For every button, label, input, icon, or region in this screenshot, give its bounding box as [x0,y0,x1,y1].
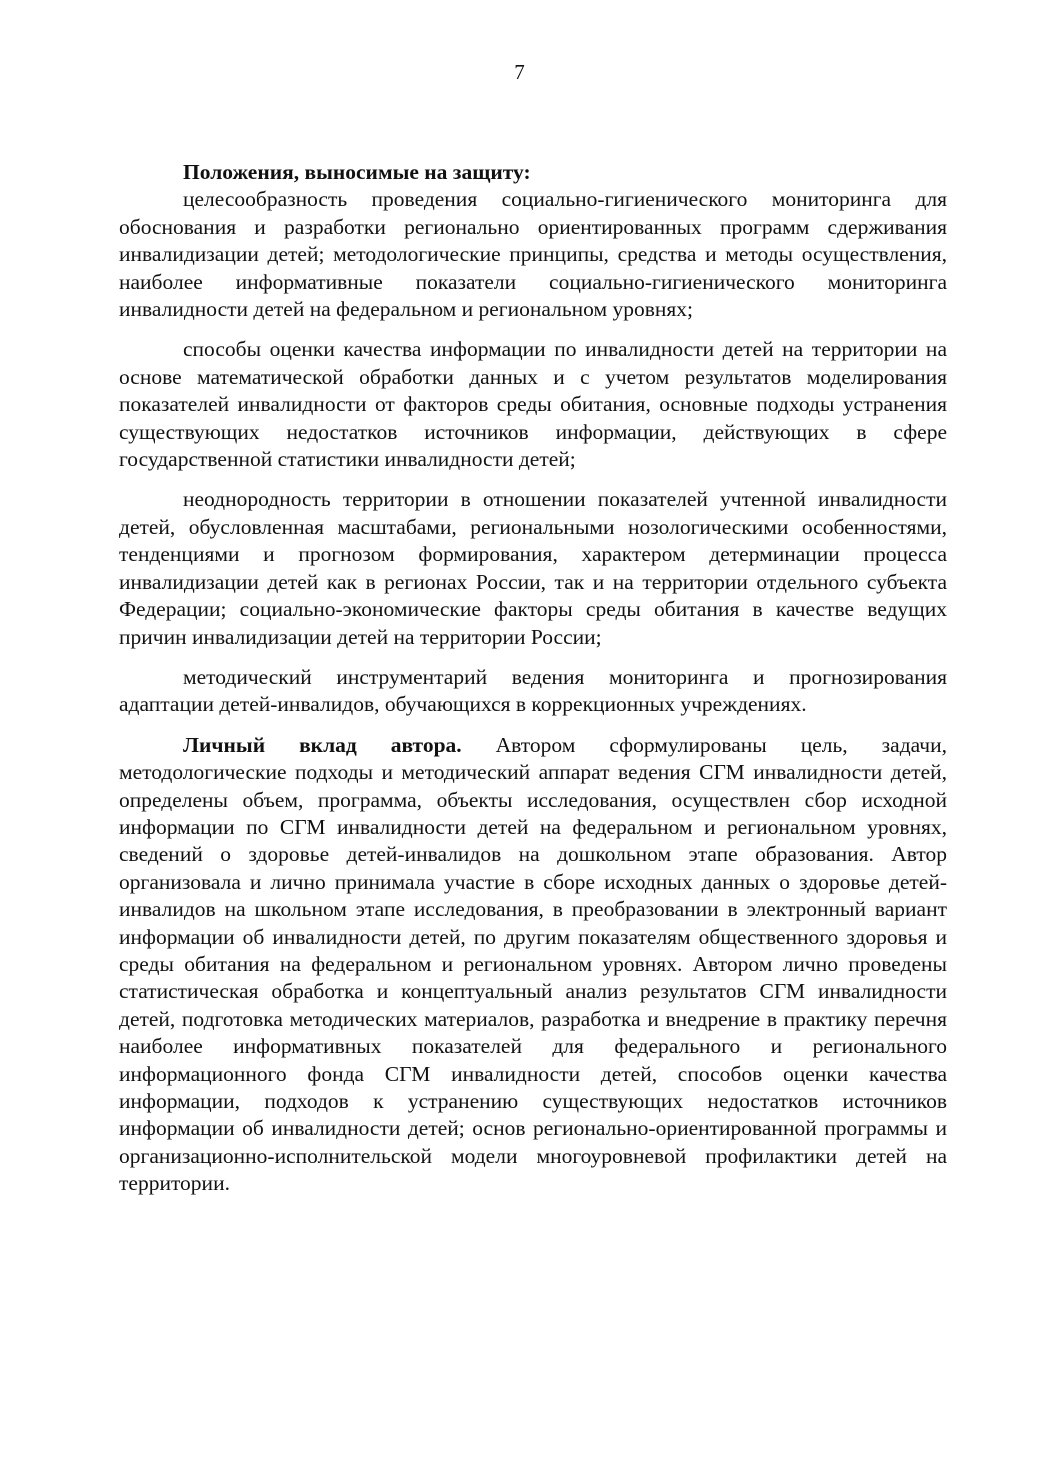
contribution-text: Автором сформулированы цель, задачи, методологические подходы и методический аппарат ведения СГМ инвалидности детей, определены объем, программа, объекты исследования, осуществлен сбор исходной информации по СГМ инвалидности детей на федеральном и региональном уровнях, сведений о здоровье детей-инвалидов на дошкольном этапе образования. Автор организовала и лично принимала участие в сборе исходных данных о здоровье детей-инвалидов на школьном этапе исследования, в преобразовании в электронный вариант информации об инвалидности детей, по другим показателям общественного здоровья и среды обитания на федеральном и региональном уровнях. Автором лично проведены статистическая обработка и концептуальный анализ результатов СГМ инвалидности детей, подготовка методических материалов, разработка и внедрение в практику перечня наиболее информативных показателей для федерального и регионального информационного фонда СГМ инвалидности детей, способов оценки качества информации, подходов к устранению существующих недостатков источников информации об инвалидности детей; основ регионально-ориентированной программы и организационно-исполнительской модели многоуровневой профилактики детей на территории. [119,732,948,1196]
page-body [119,159,947,1198]
theses-heading: Положения, выносимые на защиту: [183,160,531,184]
thesis-paragraph: способы оценки качества информации по инвалидности детей на территории на основе математической обработки данных и с учетом результатов моделирования показателей инвалидности от факторов среды обитания, основные подходы устранения существующих недостатков источников информации, действующих в сфере государственной статистики инвалидности детей; [119,337,947,472]
thesis-paragraph: методический инструментарий ведения мониторинга и прогнозирования адаптации детей-инвалидов, обучающихся в коррекционных учреждениях. [119,664,947,717]
thesis-paragraph: целесообразность проведения социально-гигиенического мониторинга для обоснования и разработки регионально ориентированных программ сдерживания инвалидизации детей; методологические принципы, средства и методы осуществления, наиболее информативные показатели социально-гигиенического мониторинга инвалидности детей на федеральном и региональном уровнях; [119,187,947,322]
page-number: 7 [514,60,525,84]
contribution-paragraph [119,732,947,1198]
thesis-paragraph: неоднородность территории в отношении показателей учтенной инвалидности детей, обусловленная масштабами, региональными нозологическими особенностями, тенденциями и прогнозом формирования, характером детерминации процесса инвалидизации детей как в регионах России, так и на территории отдельного субъекта Федерации; социально-экономические факторы среды обитания в качестве ведущих причин инвалидизации детей на территории России; [119,487,947,649]
contribution-heading: Личный вклад автора. [183,732,462,757]
